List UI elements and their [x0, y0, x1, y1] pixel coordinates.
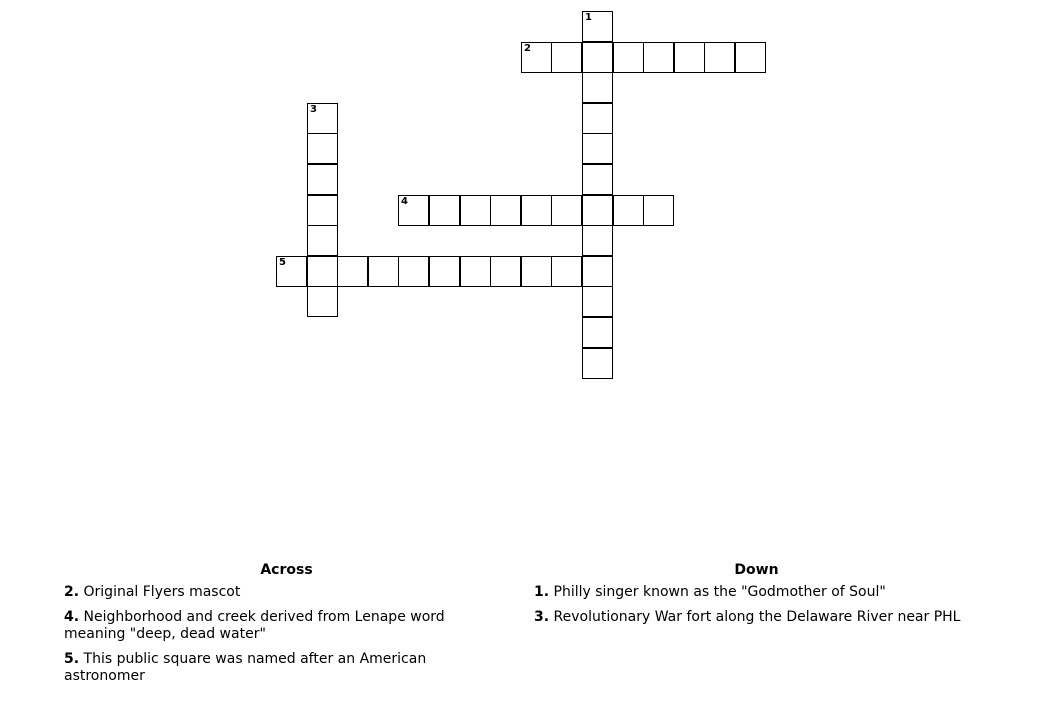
- grid-cell[interactable]: [490, 256, 521, 287]
- grid-cell[interactable]: [674, 42, 705, 73]
- grid-cell[interactable]: [337, 256, 368, 287]
- grid-cell[interactable]: [582, 103, 613, 134]
- across-clue-5: [64, 651, 509, 685]
- grid-cell[interactable]: [582, 133, 613, 164]
- down-clue-1: [534, 584, 994, 601]
- grid-cell[interactable]: [429, 256, 460, 287]
- grid-cell[interactable]: [582, 42, 613, 73]
- grid-cell[interactable]: [307, 225, 338, 256]
- grid-cell[interactable]: [521, 195, 552, 226]
- grid-cell[interactable]: [551, 195, 582, 226]
- grid-cell[interactable]: [307, 164, 338, 195]
- grid-cell[interactable]: [551, 256, 582, 287]
- grid-cell[interactable]: [582, 317, 613, 348]
- down-clue-3: [534, 609, 994, 626]
- grid-cell[interactable]: [307, 133, 338, 164]
- clue-text: Philly singer known as the "Godmother of Soul": [553, 584, 886, 600]
- clue-number: 3.: [534, 609, 550, 625]
- grid-cell[interactable]: [460, 195, 491, 226]
- grid-cell[interactable]: [276, 256, 307, 287]
- grid-cell[interactable]: [613, 195, 644, 226]
- clue-number-label: 3: [310, 104, 317, 115]
- clue-number: 2.: [64, 584, 80, 600]
- grid-cell[interactable]: [307, 286, 338, 317]
- grid-cell[interactable]: [582, 286, 613, 317]
- grid-cell[interactable]: [582, 11, 613, 42]
- grid-cell[interactable]: [551, 42, 582, 73]
- clue-number: 5.: [64, 651, 80, 667]
- grid-cell[interactable]: [582, 164, 613, 195]
- grid-cell[interactable]: [429, 195, 460, 226]
- grid-cell[interactable]: [398, 195, 429, 226]
- clue-text: Revolutionary War fort along the Delaware River near PHL: [553, 609, 961, 625]
- grid-cell[interactable]: [582, 72, 613, 103]
- grid-cell[interactable]: [582, 256, 613, 287]
- clue-number: 1.: [534, 584, 550, 600]
- clue-text: This public square was named after an American astronomer: [64, 651, 427, 684]
- grid-cell[interactable]: [643, 42, 674, 73]
- grid-cell[interactable]: [704, 42, 735, 73]
- grid-cell[interactable]: [490, 195, 521, 226]
- clue-number-label: 1: [585, 12, 592, 23]
- down-heading: Down: [734, 562, 779, 578]
- clue-number-label: 2: [524, 43, 531, 54]
- clue-number: 4.: [64, 609, 80, 625]
- across-heading: Across: [260, 562, 313, 578]
- grid-cell[interactable]: [735, 42, 766, 73]
- across-clues: [64, 562, 509, 693]
- clue-text: Neighborhood and creek derived from Lenape word meaning "deep, dead water": [64, 609, 445, 642]
- clue-text: Original Flyers mascot: [83, 584, 241, 600]
- across-clue-4: [64, 609, 509, 643]
- grid-cell[interactable]: [582, 348, 613, 379]
- grid-cell[interactable]: [613, 42, 644, 73]
- grid-cell[interactable]: [521, 42, 552, 73]
- grid-cell[interactable]: [398, 256, 429, 287]
- grid-cell[interactable]: [582, 225, 613, 256]
- clue-number-label: 5: [279, 257, 286, 268]
- grid-cell[interactable]: [307, 103, 338, 134]
- clue-number-label: 4: [401, 196, 408, 207]
- grid-cell[interactable]: [582, 195, 613, 226]
- grid-cell[interactable]: [368, 256, 399, 287]
- grid-cell[interactable]: [643, 195, 674, 226]
- grid-cell[interactable]: [307, 195, 338, 226]
- grid-cell[interactable]: [307, 256, 338, 287]
- down-clues: [534, 562, 994, 634]
- grid-cell[interactable]: [460, 256, 491, 287]
- grid-cell[interactable]: [521, 256, 552, 287]
- across-clue-2: [64, 584, 509, 601]
